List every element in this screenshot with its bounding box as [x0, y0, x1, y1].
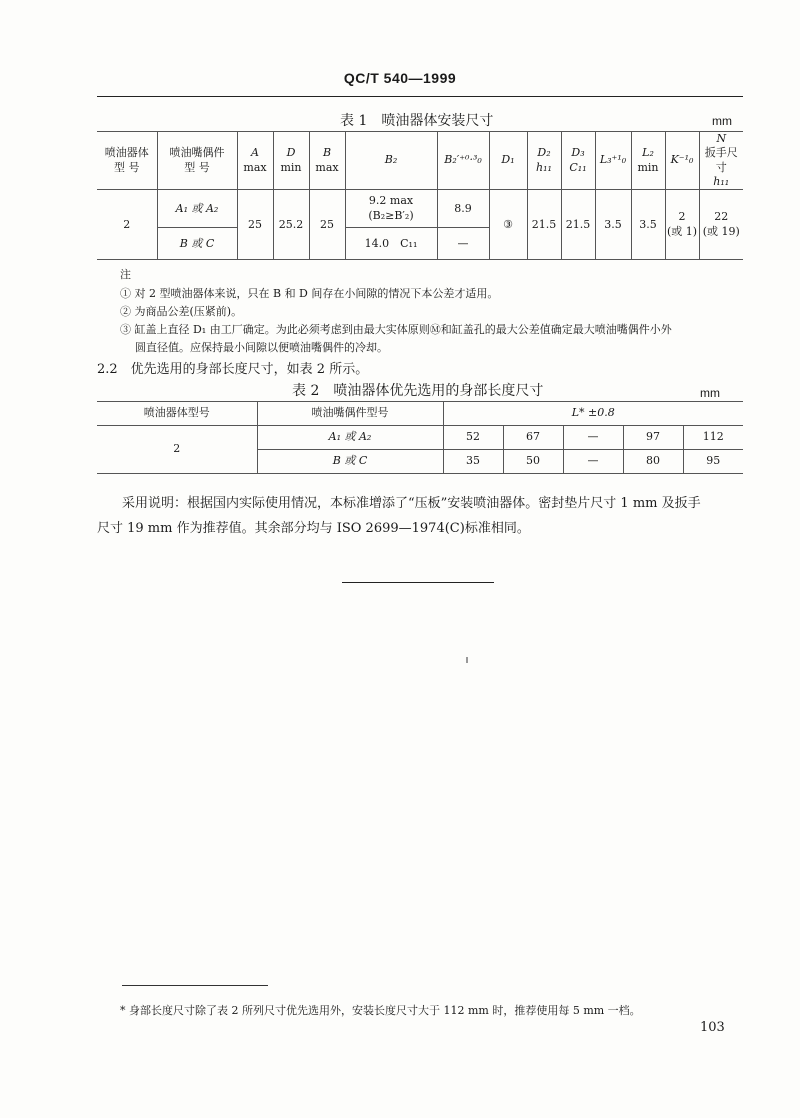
- footnote: * 身部长度尺寸除了表 2 所列尺寸优先选用外，安装长度尺寸大于 112 mm 时，推荐使用每 5 mm 一档。: [120, 1004, 641, 1017]
- section-2-2: 2.2 优先选用的身部长度尺寸，如表 2 所示。: [97, 362, 369, 377]
- scan-mark: [466, 657, 468, 663]
- cell-l2: 3.5: [631, 190, 665, 260]
- table1-row: [97, 190, 743, 228]
- notes-title: 注: [120, 268, 131, 281]
- table2-header-row: [97, 402, 743, 426]
- cell-k: 2 (或 1): [665, 190, 699, 260]
- cell-d1: ③: [489, 190, 527, 260]
- t2-cell: 50: [503, 450, 563, 474]
- cell-n: 22 (或 19): [699, 190, 743, 260]
- adoption-note-line: 采用说明：根据国内实际使用情况，本标准增添了“压板”安装喷油器体。密封垫片尺寸 1 mm 及扳手: [122, 496, 701, 511]
- table2-caption: 表 2 喷油器体优先选用的身部长度尺寸: [292, 383, 544, 399]
- header-type: 喷油器体 型 号: [97, 132, 157, 190]
- table1-caption: 表 1 喷油器体安装尺寸: [340, 113, 494, 129]
- header-n: N 扳手尺寸 h₁₁: [699, 132, 743, 190]
- note-item: ② 为商品公差(压紧前)。: [120, 305, 243, 318]
- t2-cell: 67: [503, 426, 563, 450]
- standard-code: QC/T 540—1999: [343, 70, 457, 86]
- cell-d: 25.2: [273, 190, 309, 260]
- t2-cell: 97: [623, 426, 683, 450]
- t2-cell: 52: [443, 426, 503, 450]
- header-b2: B₂: [345, 132, 437, 190]
- page-number: 103: [700, 1020, 725, 1035]
- header-d: D min: [273, 132, 309, 190]
- header-coupling: 喷油嘴偶件 型 号: [157, 132, 237, 190]
- t2-header-type: 喷油器体型号: [97, 402, 257, 426]
- header-d1: D₁: [489, 132, 527, 190]
- cell-coupling-a: A₁ 或 A₂: [157, 190, 237, 228]
- note-item: 圆直径值。应保持最小间隙以便喷油嘴偶件的冷却。: [135, 341, 388, 354]
- t2-cell: 112: [683, 426, 743, 450]
- header-d2: D₂ h₁₁: [527, 132, 561, 190]
- header-b2-prime: B₂′⁺⁰·³₀: [437, 132, 489, 190]
- t2-header-coupling: 喷油嘴偶件型号: [257, 402, 443, 426]
- t2-cell: 35: [443, 450, 503, 474]
- header-l3: L₃⁺¹₀: [595, 132, 631, 190]
- table2: [97, 401, 743, 474]
- t2-header-length: L* ±0.8: [443, 402, 743, 426]
- t2-cell: 95: [683, 450, 743, 474]
- table1-unit: mm: [712, 114, 732, 128]
- table2-unit: mm: [700, 386, 720, 400]
- header-l2: L₂ min: [631, 132, 665, 190]
- cell-b2-a: 9.2 max (B₂≥B′₂): [345, 190, 437, 228]
- t2-cell: —: [563, 450, 623, 474]
- t2-cell-type: 2: [97, 426, 257, 474]
- t2-cell: —: [563, 426, 623, 450]
- end-rule: [342, 582, 494, 583]
- note-item: ③ 缸盖上直径 D₁ 由工厂确定。为此必须考虑到由最大实体原则Ⓜ和缸盖孔的最大公差值确定最大喷油嘴偶件小外: [120, 323, 672, 336]
- cell-b2p-a: 8.9: [437, 190, 489, 228]
- adoption-note-line: 尺寸 19 mm 作为推荐值。其余部分均与 ISO 2699—1974(C)标准相同。: [97, 521, 530, 536]
- t2-cell-coupling: B 或 C: [257, 450, 443, 474]
- header-k: K⁻¹₀: [665, 132, 699, 190]
- cell-b2-b: 14.0 C₁₁: [345, 228, 437, 260]
- header-d3: D₃ C₁₁: [561, 132, 595, 190]
- header-a: A max: [237, 132, 273, 190]
- table2-row: [97, 426, 743, 450]
- table1-header-row: [97, 132, 743, 190]
- cell-coupling-b: B 或 C: [157, 228, 237, 260]
- header-b: B max: [309, 132, 345, 190]
- note-item: ① 对 2 型喷油器体来说，只在 B 和 D 间存在小间隙的情况下本公差才适用。: [120, 287, 499, 300]
- header-rule: [97, 96, 743, 97]
- cell-d2: 21.5: [527, 190, 561, 260]
- cell-l3: 3.5: [595, 190, 631, 260]
- t2-cell-coupling: A₁ 或 A₂: [257, 426, 443, 450]
- cell-type: 2: [97, 190, 157, 260]
- cell-b2p-b: —: [437, 228, 489, 260]
- footnote-rule: [122, 985, 268, 986]
- cell-b: 25: [309, 190, 345, 260]
- cell-a: 25: [237, 190, 273, 260]
- t2-cell: 80: [623, 450, 683, 474]
- table1: [97, 131, 743, 260]
- cell-d3: 21.5: [561, 190, 595, 260]
